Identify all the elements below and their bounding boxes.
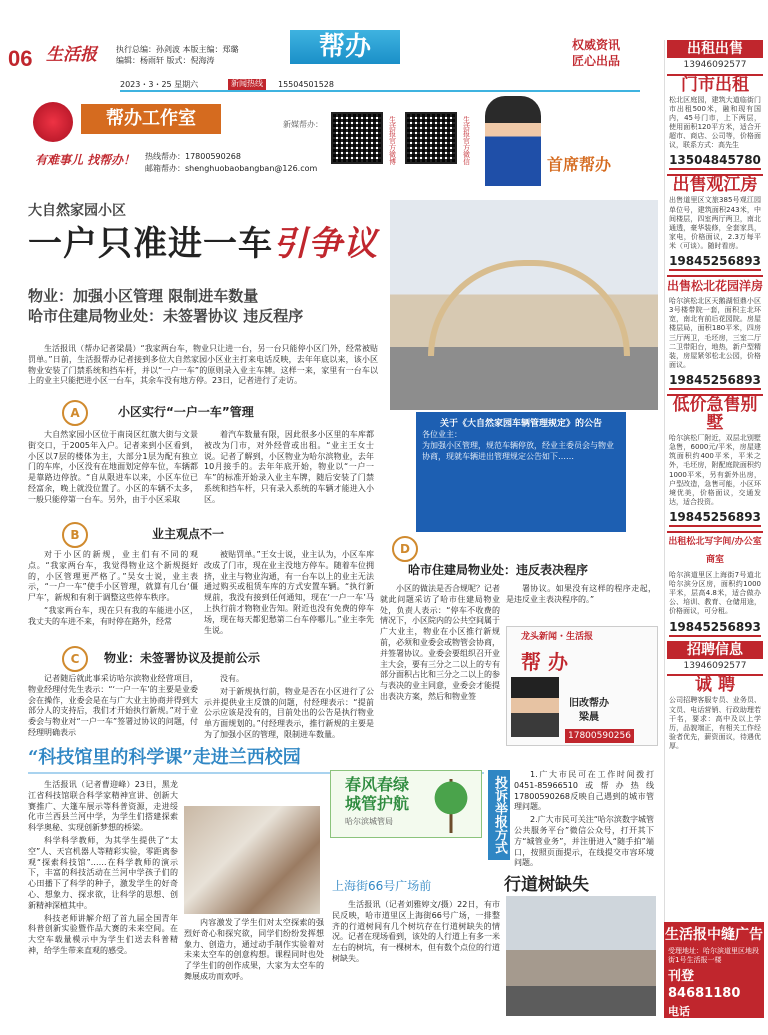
community-gate-photo	[390, 200, 658, 410]
reporter-role: 旧改帮办	[569, 698, 609, 709]
header-rule	[120, 90, 640, 92]
spring-city-management-box	[330, 770, 482, 838]
host-title: 首席帮办	[547, 155, 612, 174]
tree-story-text: 生活报讯（记者刘雅婷文/摄）22日，有市民反映，哈市道里区上海街66号广场，一排整齐的行道树间有几个树坑存在行道树缺失的情况。记者在现场看到，该处的人行道上有多一米左右的树坑，有一棵树木，但有数个点位的行道树缺失。	[332, 900, 500, 963]
slogan-line-2: 匠心出品	[572, 53, 621, 68]
footer-phone-number: 15004697804	[668, 1019, 753, 1033]
ad-phone: 19845256893	[669, 253, 761, 271]
footer-phone-2	[668, 1005, 760, 1035]
classifieds-footer	[664, 922, 764, 1033]
hotline-number: 15504501528	[278, 80, 334, 89]
host-portrait	[485, 96, 541, 186]
report-item: 2.广大市民可关注“哈尔滨数字城管公共服务平台”微信公众号，打开其下方“城管业务”，并注册进入“随手拍”端口，按照页面提示，在线提交市容环境问题。	[514, 815, 654, 868]
science-para: 生活报讯（记者曹迎峰）23日，黑龙江省科技馆联合科学家精神宣讲、创新大赛推广、大篷车展示等科普资源，走进绥化市兰西县兰河中学，为学生们搭建探索科学奥秘、实现创新梦想的桥梁。	[28, 780, 178, 833]
weibo-qr-code-icon	[331, 112, 383, 164]
card-title: 帮 办	[521, 650, 568, 674]
parking-notice-photo	[416, 412, 626, 532]
slogan	[572, 38, 620, 69]
issue-date: 2023・3・25 星期六	[120, 80, 199, 89]
section-a-col-2: 着汽车数量有限，因此很多小区里的车库都被改为门市，对外经营或出租。“业主王女士说。记者了解到，小区物业为哈尔滨物业，去年10月接手的。去年年底开始，物业以“一户一车”的标准开始录入业主车牌，随后安装了门禁系统和挡车杆，只有录入系统的车辆才能进入小区。	[204, 430, 374, 504]
section-c-para: 没有。	[220, 674, 244, 683]
editors-credit	[116, 44, 239, 66]
report-methods-text	[514, 770, 654, 871]
page-number: 06	[8, 46, 33, 71]
reporter-fullname: 梁晨	[579, 711, 599, 723]
section-badge-a: A	[62, 400, 88, 426]
ad-title: 低价急售别墅	[667, 394, 763, 432]
footer-phone-label: 电话	[668, 1004, 690, 1018]
section-c-col-1: 记者随后就此事采访哈尔滨物业经营项目，物业经理付先生表示：“‘一户一车’的主要是业委会在操作，业委会是在与广大业主协商并得到大部分人的支持后，我们才开始执行新规。”对于业委会与物业对“一户一车”签署过协议的问题，付经理明确表示	[28, 674, 198, 737]
tree-story-kicker: 上海街66号广场前	[332, 879, 432, 893]
card-brand: 龙头新闻・生活报	[521, 632, 594, 642]
tree-icon	[431, 779, 471, 833]
help-email: 邮箱帮办：shenghuobaobangban@126.com	[145, 164, 318, 173]
reporter-phone: 17800590256	[565, 729, 634, 743]
ad-title: 出售观江房	[667, 174, 763, 194]
bangban-reporter-card	[506, 626, 658, 746]
ad-banner-phone: 13946092577	[683, 660, 747, 671]
section-title-a: 小区实行“一户一车”管理	[118, 405, 254, 419]
ad-body: 哈尔滨松厂附近，双层北别墅急售，6000元/平米，房屋建筑面积约400平米，平米之外，毛坯房，附配庭院面积约1000平米，另有新外出房，户型改造，急售可能，小区环境优美，价格面议，交通发达，适合投资。	[669, 434, 761, 506]
spring-org: 哈尔滨城管局	[345, 817, 393, 826]
section-title-bangban: 帮办	[290, 30, 400, 64]
section-c-para: 对于新规执行前，物业是否在小区进行了公示并提供业主反馈的问题，付经理表示：“提前公示应该是没有的，目前处出的公告是执行物业单方面规划的。”付经理表示，推行新规的主要是为了加强小区的管理，限制进车数量。	[204, 686, 374, 739]
classifieds-sidebar	[664, 40, 765, 1018]
footer-title: 生活报中缝广告	[665, 927, 763, 943]
ad-phone: 19845256893	[669, 509, 761, 527]
report-methods-label: 投诉举报方式	[488, 770, 510, 860]
ad-title: 出售松北花园洋房	[667, 275, 763, 295]
section-c-col-2	[204, 674, 374, 743]
slogan-line-1: 权威资讯	[572, 38, 621, 52]
notice-title: 关于《大自然家园车辆管理规定》的公告	[439, 419, 602, 429]
headline-main: 一户只准进一车	[28, 224, 273, 264]
weibo-qr-label: 生活报官方微博	[388, 116, 397, 165]
ad-banner-phone: 13946092577	[683, 60, 747, 70]
notice-line: 为加强小区管理，规范车辆停放，经业主委员会与物业协商，现就车辆进出管理规定公告如下……	[422, 440, 614, 461]
notice-line: 各位业主：	[422, 430, 462, 440]
section-badge-d: D	[392, 536, 418, 562]
section-title-b: 业主观点不一	[152, 527, 225, 541]
ad-body: 哈尔滨松北区天鹅湖恒鼎小区3号楼带院一套，面积主北环宽，南北有前后花园院。房屋楼层局，面积180平米，四房三厅两卫，毛坯房，三室二厅二卫带阳台，地热，新户型精装，房屋紧邻松北公园，价格面议。	[669, 297, 761, 369]
science-headline: “科技馆里的科学课”走进兰西校园	[28, 747, 301, 768]
editors-line-2: 编辑：杨雨轩 版式：倪海涛	[116, 56, 215, 66]
story-subhead-1: 物业：加强小区管理 限制进车数量	[28, 287, 259, 305]
footer-phone-number: 84681180	[668, 986, 741, 1002]
new-media-label: 新媒帮办：	[283, 120, 323, 129]
footer-phone-label: 刊登	[668, 968, 695, 984]
ad-title: 出租松北写字间/办公室商室	[667, 531, 763, 569]
science-para: 科学科学教师，为其学生提供了“太空”人、天宫机器人等精彩实验，零距离参观“探索科技馆”……在科学教师的演示下，丰富的科技活动在兰河中学孩子们的心田播下了科学的种子，激发学生的好奇心、想象力、探求欲，让科学的思想、创新精神深植其中。	[28, 835, 178, 910]
story-kicker: 大自然家园小区	[28, 203, 126, 219]
section-a-col-1: 大自然家园小区位于南岗区红旗大街与文景街交口，于2005年入户。记者来到小区看到，小区以7层的楼体为主，大部分1层为配有独立门的车库，小区没有在地面划定停车位，车辆都是靠路边停放。“自从限进车以来，小区车位已经富余，晚上就没位置了。小区的车辆不太多，一般只能停第一台车。另外，由于小区采取	[28, 430, 198, 504]
science-class-photo	[184, 806, 320, 914]
section-d-col-2: 署协议。如果没有这样的程序走起，是违反业主表决程序的。”	[506, 584, 656, 604]
section-title-d: 哈市住建局物业处：违反表决程序	[408, 563, 589, 577]
science-para: 科技老师讲解介绍了首九届全国青年科普创新实验暨作品大赛的未来空间。在大空车载量模示中为学生们送去科普精神，给学生带来直观的感受。	[28, 913, 178, 955]
ad-phone: 19845256893	[669, 619, 761, 637]
ad-banner-rent-sale: 出租出售	[667, 40, 763, 58]
footer-address: 受理地址：哈尔滨道里区地段街1号生活报一楼	[668, 946, 759, 965]
section-badge-b: B	[62, 522, 88, 548]
ad-body: 松北区庭园，建筑大道临街门市出租500米，融和现有国内，45号门市，上下两层，使用面积120平方米，适合开超市、商店、公司等，价格面议，联系方式：高先生	[669, 95, 761, 150]
paper-name: 生活报	[46, 45, 97, 65]
spring-headline-line-1: 春风春绿	[345, 775, 410, 794]
section-b-para: “我家两台车，现在只有我的车能进小区，我丈夫的车进不来，有时停在路外，经常	[28, 605, 198, 626]
studio-title: 帮办工作室	[81, 104, 221, 134]
ad-phone: 19845256893	[669, 372, 761, 390]
story-subhead-2: 哈市住建局物业处：未签署协议 违反程序	[28, 307, 304, 325]
ad-body: 公司招聘客服专员、业务员、文员、电话营销、行政助理若干名，要求：高中及以上学历，品貌端正，有相关工作经验者优先，薪资面议，待遇优厚。	[669, 696, 761, 750]
wechat-qr-label: 生活报官方微信	[462, 116, 471, 165]
section-title-c: 物业：未签署协议及提前公示	[104, 651, 261, 665]
section-d-col-1: 小区的做法是否合规呢？记者就此问题采访了哈市住建局物业处，负责人表示：“停车不收费的情况下，小区院内的公共空间属于广大业主，物业在小区推行新规前，必须和业委会或物管会协商，并签署协议。业委会要组织召开业主大会，要有三分之二以上的专有部分面积占比和三分之二以上的参与表决的业主同意，业委会才能提出表决方案，然后和物业签	[380, 584, 500, 701]
ad-banner-recruit: 招聘信息	[667, 641, 763, 659]
section-b-col-1	[28, 550, 198, 630]
tree-story-headline: 行道树缺失	[504, 875, 589, 895]
ad-phone: 13504845780	[669, 152, 761, 170]
spring-headline	[345, 775, 409, 813]
bangban-studio-banner	[25, 94, 655, 190]
street-tree-photo	[506, 896, 656, 1016]
ad-title: 诚 聘	[667, 674, 763, 694]
help-hotline: 热线帮办：17800590268	[145, 152, 241, 161]
science-col-2: 内容激发了学生们对太空探索的强烈好奇心和探究欲，同学们纷纷发挥想象力、创造力，通过动手制作实验着对未来太空车的创意构想。课程同时也处了学生们的创作成果，大家为太空车的舞展成功而欢呼。	[184, 918, 324, 981]
section-b-para: 对于小区的新规，业主们有不同的观点。“我家两台车，我觉得物业这个新规挺好的，小区管理更严格了。”吴女士说，业主表示，“一户一车”使手小区管理，就算有几台‘僵尸车’，新规和有利于调整这些停车秩序。	[28, 550, 198, 603]
section-b-col-2: 被贴罚单。”王女士说，业主认为，小区车库改成了门市，现在业主没地方停车。随着车位拥挤，业主与物业沟通，有一台车以上的业主无法通过购买或租赁车库的方式安置车辆。“执行新规前，我没有接到任何通知，现在‘一户一车’马上执行前才物物业告知。附近也没有免费的停车场，现在每天都犯愁第二台车停哪儿。”业主李先生说。	[204, 550, 374, 635]
headline-accent: 引争议	[273, 224, 378, 264]
ad-title: 门市出租	[667, 74, 763, 94]
wechat-qr-code-icon	[405, 112, 457, 164]
ad-body: 哈尔滨道里区上海街7号道北哈尔滨分区房，面积约1000平米，层高4.8米，适合做办公、培训、教育、仓储用途，价格面议，可分租。	[669, 571, 761, 616]
story-headline	[28, 222, 378, 268]
report-item: 1.广大市民可在工作时间拨打0451-85966510或帮办热线17800590268反映自己遇到的城市管理问题。	[514, 770, 654, 812]
story-lead: 生活报讯（帮办记者梁晨）“我家两台车，物业只让进一台，另一台只能停小区门外，经常被贴罚单。”日前，生活报帮办记者接到多位大自然家园小区业主打来电话反映，去年年底以来，该小区物业安装了门禁系统和挡车杆，并以“一户一车”的原则录入业主车牌。这样一来，家里有一台车以上的业主只能把进小区一台车，其余车没有地方停。23日，记者进行了走访。	[28, 344, 378, 386]
editors-line-1: 执行总编：孙剑波 本版主编：郑璐	[116, 45, 239, 54]
hotline-label: 新闻热线	[228, 79, 266, 90]
heart-hands-logo-icon	[33, 102, 73, 142]
studio-tagline: 有难事儿 找帮办！	[35, 153, 136, 167]
spring-headline-line-2: 城管护航	[345, 794, 410, 814]
footer-phone-1	[668, 968, 760, 1003]
section-badge-c: C	[62, 646, 88, 672]
science-col-1	[28, 780, 178, 959]
ad-body: 出售道里区文旅385号观江园单位号，建筑面积243米，中间楼层，四室两厅两卫，南北通透，豪华装修，全套家具，家电，价格面议，2.3万每平米（可谈）。随时看房。	[669, 196, 761, 250]
reporter-name	[569, 697, 609, 724]
reporter-avatar	[511, 677, 559, 737]
